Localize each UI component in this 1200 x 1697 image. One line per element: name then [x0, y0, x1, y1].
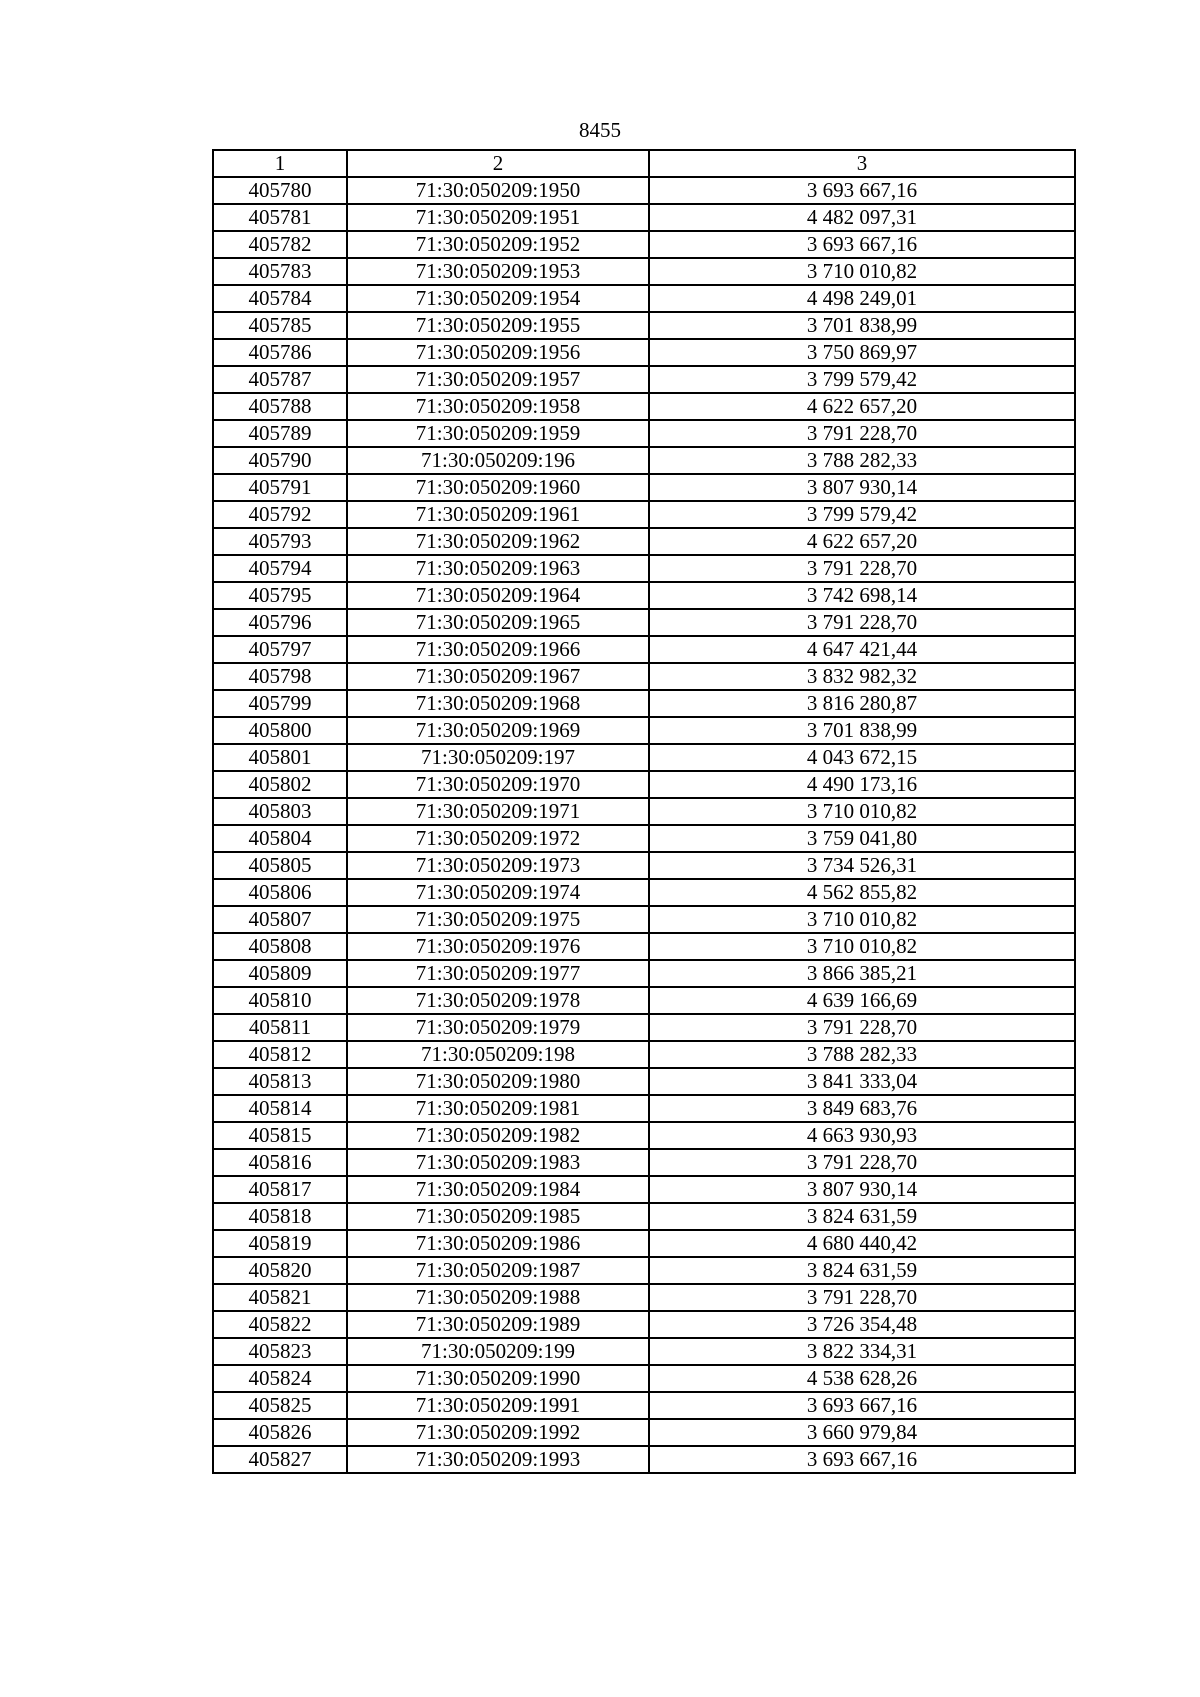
cadastral-value-cell: 3 824 631,59: [649, 1203, 1075, 1230]
cadastral-number-cell: 71:30:050209:1974: [347, 879, 649, 906]
table-row: [213, 1068, 1075, 1095]
row-number-cell: 405787: [213, 366, 347, 393]
cadastral-value-cell: 4 622 657,20: [649, 528, 1075, 555]
header-cell-1: 1: [213, 150, 347, 177]
table-row: [213, 1338, 1075, 1365]
row-number-cell: 405802: [213, 771, 347, 798]
cadastral-number-cell: 71:30:050209:1956: [347, 339, 649, 366]
table-row: [213, 798, 1075, 825]
cadastral-number-cell: 71:30:050209:1972: [347, 825, 649, 852]
cadastral-value-cell: 3 788 282,33: [649, 1041, 1075, 1068]
cadastral-number-cell: 71:30:050209:1963: [347, 555, 649, 582]
cadastral-number-cell: 71:30:050209:1969: [347, 717, 649, 744]
table-row: [213, 906, 1075, 933]
cadastral-value-cell: 3 849 683,76: [649, 1095, 1075, 1122]
row-number-cell: 405792: [213, 501, 347, 528]
row-number-cell: 405784: [213, 285, 347, 312]
table-row: [213, 177, 1075, 204]
cadastral-number-cell: 71:30:050209:1959: [347, 420, 649, 447]
cadastral-value-cell: 3 866 385,21: [649, 960, 1075, 987]
table-row: [213, 663, 1075, 690]
row-number-cell: 405795: [213, 582, 347, 609]
cadastral-value-cell: 3 726 354,48: [649, 1311, 1075, 1338]
cadastral-number-cell: 71:30:050209:1981: [347, 1095, 649, 1122]
cadastral-value-cell: 3 693 667,16: [649, 1392, 1075, 1419]
cadastral-value-cell: 3 799 579,42: [649, 501, 1075, 528]
cadastral-value-cell: 3 701 838,99: [649, 717, 1075, 744]
row-number-cell: 405806: [213, 879, 347, 906]
row-number-cell: 405819: [213, 1230, 347, 1257]
cadastral-number-cell: 71:30:050209:1968: [347, 690, 649, 717]
cadastral-value-cell: 3 807 930,14: [649, 474, 1075, 501]
cadastral-value-cell: 4 663 930,93: [649, 1122, 1075, 1149]
table-row: [213, 636, 1075, 663]
header-cell-2: 2: [347, 150, 649, 177]
row-number-cell: 405811: [213, 1014, 347, 1041]
cadastral-number-cell: 71:30:050209:1978: [347, 987, 649, 1014]
row-number-cell: 405810: [213, 987, 347, 1014]
row-number-cell: 405783: [213, 258, 347, 285]
row-number-cell: 405807: [213, 906, 347, 933]
cadastral-number-cell: 71:30:050209:1979: [347, 1014, 649, 1041]
header-cell-3: 3: [649, 150, 1075, 177]
row-number-cell: 405786: [213, 339, 347, 366]
row-number-cell: 405804: [213, 825, 347, 852]
table-row: [213, 285, 1075, 312]
row-number-cell: 405821: [213, 1284, 347, 1311]
table-row: [213, 1149, 1075, 1176]
table-row: [213, 231, 1075, 258]
table-row: [213, 1095, 1075, 1122]
table-header-row: [213, 150, 1075, 177]
cadastral-value-cell: 4 680 440,42: [649, 1230, 1075, 1257]
table-row: [213, 582, 1075, 609]
cadastral-value-cell: 4 498 249,01: [649, 285, 1075, 312]
cadastral-number-cell: 71:30:050209:1958: [347, 393, 649, 420]
row-number-cell: 405827: [213, 1446, 347, 1473]
table-row: [213, 339, 1075, 366]
cadastral-value-cell: 3 701 838,99: [649, 312, 1075, 339]
cadastral-value-cell: 4 622 657,20: [649, 393, 1075, 420]
row-number-cell: 405824: [213, 1365, 347, 1392]
row-number-cell: 405794: [213, 555, 347, 582]
table-row: [213, 312, 1075, 339]
table-row: [213, 1284, 1075, 1311]
row-number-cell: 405809: [213, 960, 347, 987]
row-number-cell: 405799: [213, 690, 347, 717]
row-number-cell: 405815: [213, 1122, 347, 1149]
table-body: [213, 150, 1075, 1473]
cadastral-number-cell: 71:30:050209:1989: [347, 1311, 649, 1338]
table-row: [213, 1392, 1075, 1419]
cadastral-number-cell: 71:30:050209:1967: [347, 663, 649, 690]
cadastral-value-cell: 3 734 526,31: [649, 852, 1075, 879]
cadastral-number-cell: 71:30:050209:196: [347, 447, 649, 474]
page-number: 8455: [579, 118, 621, 142]
cadastral-number-cell: 71:30:050209:1986: [347, 1230, 649, 1257]
row-number-cell: 405781: [213, 204, 347, 231]
row-number-cell: 405790: [213, 447, 347, 474]
row-number-cell: 405823: [213, 1338, 347, 1365]
cadastral-value-cell: 3 710 010,82: [649, 258, 1075, 285]
cadastral-value-cell: 4 647 421,44: [649, 636, 1075, 663]
table-row: [213, 555, 1075, 582]
cadastral-value-cell: 3 788 282,33: [649, 447, 1075, 474]
cadastral-value-cell: 3 841 333,04: [649, 1068, 1075, 1095]
cadastral-value-cell: 3 807 930,14: [649, 1176, 1075, 1203]
cadastral-value-cell: 3 791 228,70: [649, 1014, 1075, 1041]
row-number-cell: 405780: [213, 177, 347, 204]
table-row: [213, 879, 1075, 906]
row-number-cell: 405813: [213, 1068, 347, 1095]
row-number-cell: 405826: [213, 1419, 347, 1446]
cadastral-value-cell: 3 791 228,70: [649, 420, 1075, 447]
row-number-cell: 405814: [213, 1095, 347, 1122]
cadastral-value-cell: 4 043 672,15: [649, 744, 1075, 771]
table-row: [213, 744, 1075, 771]
table-row: [213, 1230, 1075, 1257]
table-row: [213, 528, 1075, 555]
table-row: [213, 771, 1075, 798]
row-number-cell: 405822: [213, 1311, 347, 1338]
row-number-cell: 405785: [213, 312, 347, 339]
cadastral-number-cell: 71:30:050209:1976: [347, 933, 649, 960]
cadastral-value-cell: 4 482 097,31: [649, 204, 1075, 231]
row-number-cell: 405801: [213, 744, 347, 771]
row-number-cell: 405793: [213, 528, 347, 555]
table-row: [213, 1041, 1075, 1068]
cadastral-value-cell: 3 710 010,82: [649, 798, 1075, 825]
row-number-cell: 405818: [213, 1203, 347, 1230]
cadastral-number-cell: 71:30:050209:1975: [347, 906, 649, 933]
cadastral-value-cell: 3 750 869,97: [649, 339, 1075, 366]
cadastral-value-cell: 3 660 979,84: [649, 1419, 1075, 1446]
cadastral-number-cell: 71:30:050209:1965: [347, 609, 649, 636]
table-row: [213, 420, 1075, 447]
cadastral-number-cell: 71:30:050209:1984: [347, 1176, 649, 1203]
cadastral-value-cell: 3 791 228,70: [649, 1284, 1075, 1311]
table-row: [213, 1122, 1075, 1149]
row-number-cell: 405789: [213, 420, 347, 447]
table-row: [213, 1365, 1075, 1392]
cadastral-number-cell: 71:30:050209:1964: [347, 582, 649, 609]
row-number-cell: 405797: [213, 636, 347, 663]
cadastral-number-cell: 71:30:050209:1966: [347, 636, 649, 663]
cadastral-value-cell: 3 816 280,87: [649, 690, 1075, 717]
row-number-cell: 405791: [213, 474, 347, 501]
table-row: [213, 393, 1075, 420]
table-row: [213, 204, 1075, 231]
cadastral-value-cell: 3 791 228,70: [649, 609, 1075, 636]
row-number-cell: 405812: [213, 1041, 347, 1068]
cadastral-value-cell: 4 490 173,16: [649, 771, 1075, 798]
row-number-cell: 405796: [213, 609, 347, 636]
cadastral-number-cell: 71:30:050209:1987: [347, 1257, 649, 1284]
cadastral-number-cell: 71:30:050209:1990: [347, 1365, 649, 1392]
table-row: [213, 1203, 1075, 1230]
cadastral-number-cell: 71:30:050209:199: [347, 1338, 649, 1365]
table-row: [213, 474, 1075, 501]
table-row: [213, 1419, 1075, 1446]
table-row: [213, 1257, 1075, 1284]
table-row: [213, 717, 1075, 744]
cadastral-number-cell: 71:30:050209:1980: [347, 1068, 649, 1095]
table-row: [213, 1014, 1075, 1041]
cadastral-number-cell: 71:30:050209:1977: [347, 960, 649, 987]
cadastral-value-cell: 3 710 010,82: [649, 906, 1075, 933]
cadastral-value-table: [212, 149, 1076, 1474]
table-row: [213, 447, 1075, 474]
cadastral-number-cell: 71:30:050209:1961: [347, 501, 649, 528]
cadastral-number-cell: 71:30:050209:1962: [347, 528, 649, 555]
cadastral-value-cell: 3 759 041,80: [649, 825, 1075, 852]
cadastral-value-cell: 3 832 982,32: [649, 663, 1075, 690]
cadastral-number-cell: 71:30:050209:1982: [347, 1122, 649, 1149]
table-row: [213, 987, 1075, 1014]
table-row: [213, 1176, 1075, 1203]
table-row: [213, 609, 1075, 636]
cadastral-number-cell: 71:30:050209:1983: [347, 1149, 649, 1176]
cadastral-value-cell: 3 822 334,31: [649, 1338, 1075, 1365]
cadastral-value-cell: 3 693 667,16: [649, 177, 1075, 204]
cadastral-value-cell: 4 562 855,82: [649, 879, 1075, 906]
table-row: [213, 258, 1075, 285]
table-row: [213, 960, 1075, 987]
cadastral-number-cell: 71:30:050209:197: [347, 744, 649, 771]
cadastral-number-cell: 71:30:050209:1985: [347, 1203, 649, 1230]
cadastral-value-cell: 3 742 698,14: [649, 582, 1075, 609]
table-row: [213, 933, 1075, 960]
row-number-cell: 405803: [213, 798, 347, 825]
cadastral-number-cell: 71:30:050209:1953: [347, 258, 649, 285]
cadastral-number-cell: 71:30:050209:1970: [347, 771, 649, 798]
cadastral-number-cell: 71:30:050209:198: [347, 1041, 649, 1068]
table-row: [213, 366, 1075, 393]
cadastral-number-cell: 71:30:050209:1951: [347, 204, 649, 231]
cadastral-value-cell: 4 538 628,26: [649, 1365, 1075, 1392]
row-number-cell: 405825: [213, 1392, 347, 1419]
table-row: [213, 690, 1075, 717]
cadastral-number-cell: 71:30:050209:1971: [347, 798, 649, 825]
table-row: [213, 1311, 1075, 1338]
cadastral-number-cell: 71:30:050209:1952: [347, 231, 649, 258]
row-number-cell: 405800: [213, 717, 347, 744]
table-row: [213, 1446, 1075, 1473]
row-number-cell: 405820: [213, 1257, 347, 1284]
cadastral-value-cell: 3 710 010,82: [649, 933, 1075, 960]
table-row: [213, 852, 1075, 879]
cadastral-number-cell: 71:30:050209:1992: [347, 1419, 649, 1446]
cadastral-value-cell: 3 791 228,70: [649, 1149, 1075, 1176]
cadastral-number-cell: 71:30:050209:1954: [347, 285, 649, 312]
cadastral-number-cell: 71:30:050209:1991: [347, 1392, 649, 1419]
table-row: [213, 501, 1075, 528]
row-number-cell: 405782: [213, 231, 347, 258]
cadastral-value-cell: 3 799 579,42: [649, 366, 1075, 393]
cadastral-value-cell: 3 693 667,16: [649, 1446, 1075, 1473]
row-number-cell: 405817: [213, 1176, 347, 1203]
cadastral-number-cell: 71:30:050209:1955: [347, 312, 649, 339]
row-number-cell: 405808: [213, 933, 347, 960]
cadastral-value-cell: 4 639 166,69: [649, 987, 1075, 1014]
cadastral-number-cell: 71:30:050209:1993: [347, 1446, 649, 1473]
cadastral-value-cell: 3 693 667,16: [649, 231, 1075, 258]
cadastral-number-cell: 71:30:050209:1973: [347, 852, 649, 879]
cadastral-value-cell: 3 791 228,70: [649, 555, 1075, 582]
row-number-cell: 405798: [213, 663, 347, 690]
row-number-cell: 405788: [213, 393, 347, 420]
cadastral-number-cell: 71:30:050209:1988: [347, 1284, 649, 1311]
row-number-cell: 405816: [213, 1149, 347, 1176]
cadastral-number-cell: 71:30:050209:1960: [347, 474, 649, 501]
row-number-cell: 405805: [213, 852, 347, 879]
table-row: [213, 825, 1075, 852]
cadastral-number-cell: 71:30:050209:1957: [347, 366, 649, 393]
cadastral-value-cell: 3 824 631,59: [649, 1257, 1075, 1284]
cadastral-number-cell: 71:30:050209:1950: [347, 177, 649, 204]
